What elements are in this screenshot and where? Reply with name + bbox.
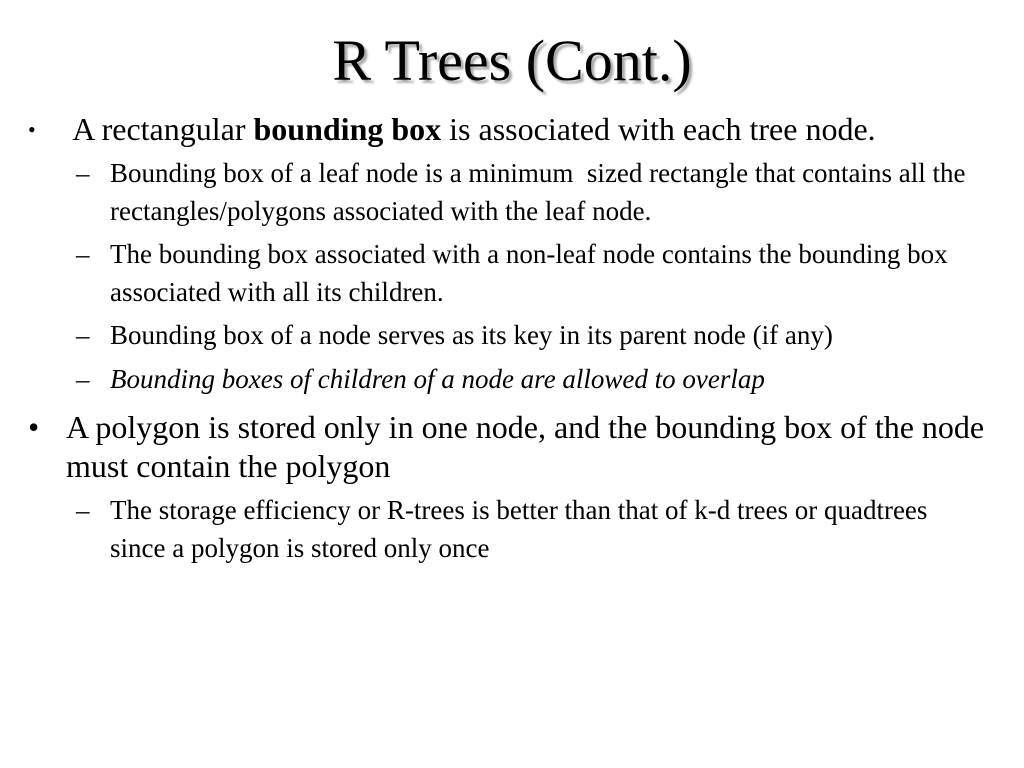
bullet-dot: • xyxy=(28,409,40,445)
sub-bullet-item xyxy=(28,155,988,230)
bullet-text-bold: bounding box xyxy=(253,111,442,147)
bullet-dot: • xyxy=(28,117,36,142)
sub-bullet-item xyxy=(28,361,988,399)
sub-bullet-item xyxy=(28,492,988,567)
sub-bullet-text: Bounding box of a leaf node is a minimum sized rectangle that contains all the rectangles/polygons associated with the leaf node. xyxy=(110,158,973,226)
sub-bullet-item xyxy=(28,317,988,355)
slide-title: R Trees (Cont.) xyxy=(332,28,692,93)
sub-bullet-dash: – xyxy=(76,320,90,350)
sub-bullet-item xyxy=(28,236,988,311)
sub-bullet-dash: – xyxy=(76,495,90,525)
sub-bullet-text: The bounding box associated with a non-leaf node contains the bounding box associated with all its children. xyxy=(110,239,948,307)
bullet-item xyxy=(28,408,988,486)
bullet-item xyxy=(28,110,988,149)
sub-bullet-dash: – xyxy=(76,158,90,188)
bullet-text xyxy=(66,110,988,149)
bullet-text-post: is associated with each tree node. xyxy=(441,111,876,147)
sub-bullet-text: Bounding boxes of children of a node are allowed to overlap xyxy=(110,363,765,394)
bullet-text: A polygon is stored only in one node, and the bounding box of the node must contain the polygon xyxy=(66,409,985,484)
sub-bullet-dash: – xyxy=(76,363,90,394)
sub-bullet-dash: – xyxy=(76,239,90,269)
bullet-text-pre: A rectangular xyxy=(66,111,254,147)
slide-body xyxy=(28,110,988,567)
sub-bullet-text: Bounding box of a node serves as its key in its parent node (if any) xyxy=(110,320,833,350)
sub-bullet-text: The storage efficiency or R-trees is better than that of k-d trees or quadtrees since a polygon is stored only once xyxy=(110,495,928,563)
